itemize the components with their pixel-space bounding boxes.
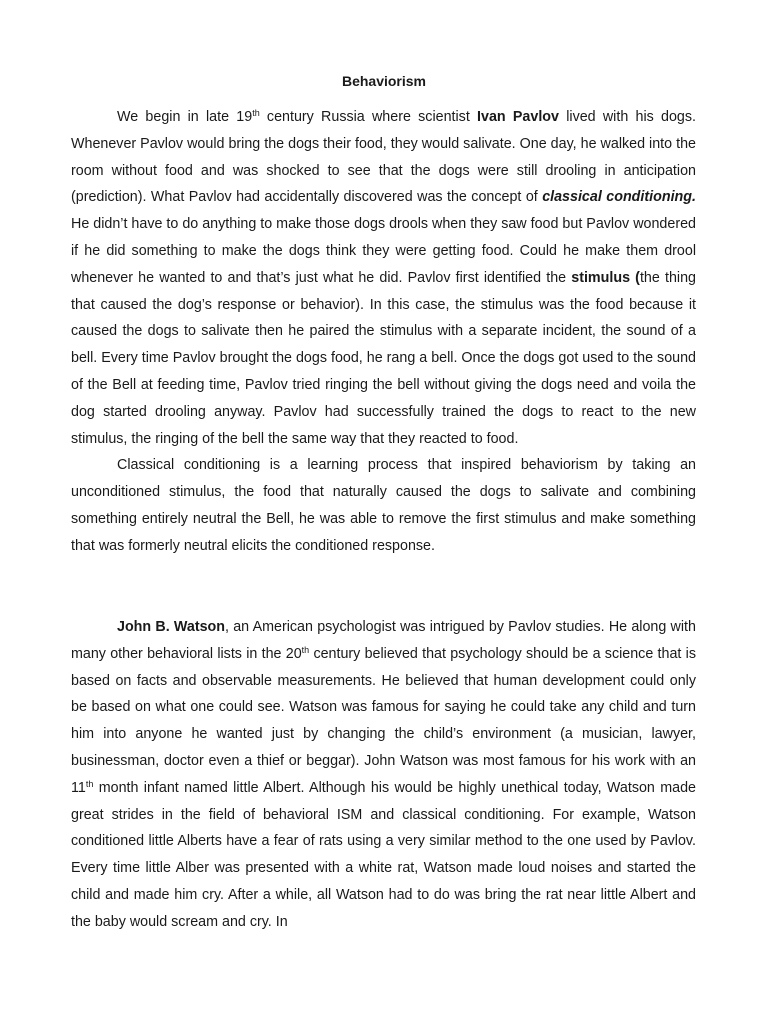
term-classical-conditioning: classical conditioning. <box>542 189 696 206</box>
term-stimulus: stimulus ( <box>571 269 640 286</box>
text-run: He didn’t have to do anything to make those dogs drools when they saw food but Pavlov wondered if he did something to make the dogs think they were getting food. Could he make them drool whenever he wanted to and that’s just what he did. Pavlov first identified the <box>71 216 696 286</box>
text-run: lived with his dogs. Whenever Pavlov would bring the dogs their food, they would salivate. One day, he walked into the room without food and was shocked to see that the dogs were still drooling in anticipation (prediction). What Pavlov had accidentally discovered was the concept of <box>71 109 696 206</box>
document-title: Behaviorism <box>341 73 427 89</box>
superscript-th: th <box>252 108 260 118</box>
text-run: month infant named little Albert. Although his would be highly unethical today, Watson made great strides in the field of behavioral ISM and classical conditioning. For example, Watson conditioned little Alberts have a fear of rats using a very similar method to the one used by Pavlov. Every time little Alber was presented with a white rat, Watson made loud noises and started the child and made him cry. After a while, all Watson had to do was bring the rat near little Albert and the baby would scream and cry. In <box>71 779 696 930</box>
text-run: century believed that psychology should be a science that is based on facts and observable measurements. He believed that human development could only be based on what one could see. Watson was famous for saying he could take any child and turn him into anyone he wanted just by changing the child’s environment (a musician, lawyer, businessman, doctor even a thief or beggar). John Watson was most famous for his work with an 11 <box>71 645 696 796</box>
text-run: century Russia where scientist <box>259 109 478 125</box>
paragraph-watson <box>71 614 696 936</box>
pavlov-section <box>71 104 696 560</box>
text-run: , an American psychologist was intrigued by Pavlov studies. He along with many other behavioral lists in the 20 <box>71 619 696 662</box>
superscript-th: th <box>85 778 94 789</box>
watson-section <box>71 614 696 936</box>
text-run: We begin in late 19 <box>117 109 253 125</box>
paragraph-classical-conditioning: Classical conditioning is a learning process that inspired behaviorism by taking an unconditioned stimulus, the food that naturally caused the dogs to salivate and combining something entirely neutral the Bell, he was able to remove the first stimulus and make something that was formerly neutral elicits the conditioned response. <box>71 457 696 554</box>
name-ivan-pavlov: Ivan Pavlov <box>477 109 559 125</box>
paragraph-pavlov <box>71 104 696 452</box>
superscript-th: th <box>301 644 310 655</box>
name-john-watson: John B. Watson <box>117 619 226 635</box>
text-run: the thing that caused the dog’s response or behavior). In this case, the stimulus was the food because it caused the dogs to salivate then he paired the stimulus with a separate incident, the sound of a bell. Every time Pavlov brought the dogs food, he rang a bell. Once the dogs got used to the sound of the Bell at feeding time, Pavlov tried ringing the bell without giving the dogs need and voila the dog started drooling anyway. Pavlov had successfully trained the dogs to react to the new stimulus, the ringing of the bell the same way that they reacted to food. <box>71 269 696 447</box>
